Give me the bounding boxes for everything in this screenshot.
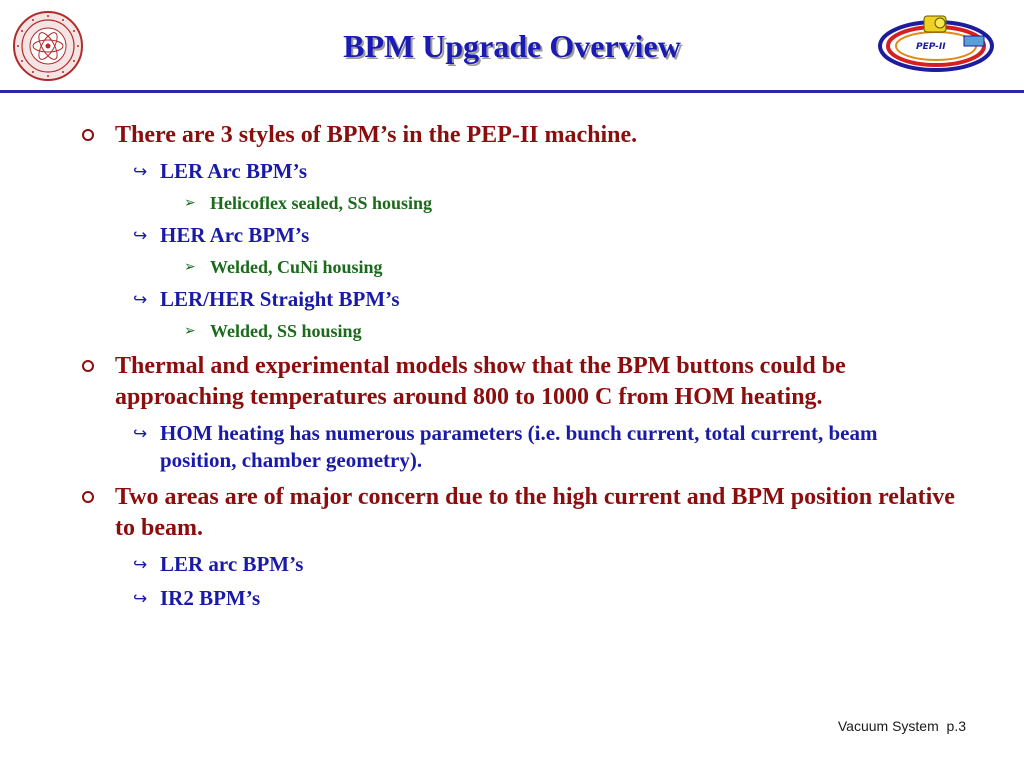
right-hook-arrow-bullet-icon: ↪	[133, 555, 148, 575]
footer-page-number: p.3	[946, 718, 966, 734]
arrowhead-bullet-icon: ➢	[184, 323, 196, 339]
slide-header	[0, 0, 1024, 92]
footer-section: Vacuum System	[837, 718, 939, 734]
pep-ii-logo-text: PEP-II	[916, 42, 946, 52]
bullet-text: LER arc BPM’s	[160, 552, 304, 576]
right-hook-arrow-bullet-icon: ↪	[133, 589, 148, 609]
bullet-text: Welded, SS housing	[210, 321, 362, 341]
bullet-level2	[0, 551, 1024, 578]
bullet-text: Welded, CuNi housing	[210, 257, 383, 277]
bullet-level2	[0, 158, 1024, 185]
right-hook-arrow-bullet-icon: ↪	[133, 226, 148, 246]
slide-title: BPM Upgrade Overview	[343, 28, 681, 64]
bullet-level1	[0, 120, 1024, 151]
bullet-text: HOM heating has numerous parameters (i.e. bunch current, total current, beam position, chamber geometry).	[160, 421, 878, 472]
arrowhead-bullet-icon: ➢	[184, 195, 196, 211]
bullet-level2	[0, 585, 1024, 612]
bullet-level1	[0, 351, 1024, 413]
bullet-text: Helicoflex sealed, SS housing	[210, 193, 433, 213]
arrowhead-bullet-icon: ➢	[184, 259, 196, 275]
bullet-level1	[0, 482, 1024, 544]
right-hook-arrow-bullet-icon: ↪	[133, 290, 148, 310]
slide-content	[0, 112, 1024, 612]
bullet-text: Two areas are of major concern due to the high current and BPM position relative to beam.	[115, 484, 955, 541]
bullet-text: LER Arc BPM’s	[160, 159, 307, 183]
right-hook-arrow-bullet-icon: ↪	[133, 162, 148, 182]
bullet-text: Thermal and experimental models show that the BPM buttons could be approaching temperatures around 800 to 1000 C from HOM heating.	[115, 353, 846, 410]
pep-ii-ring-logo	[874, 10, 1000, 78]
right-hook-arrow-bullet-icon: ↪	[133, 424, 148, 444]
bullet-level2	[0, 286, 1024, 313]
bullet-level2	[0, 420, 1024, 474]
title-rule	[0, 90, 1024, 93]
bullet-level3	[0, 319, 1024, 343]
hollow-circle-bullet-icon	[82, 491, 94, 503]
bullet-text: IR2 BPM’s	[160, 586, 261, 610]
bullet-level2	[0, 222, 1024, 249]
bullet-text: LER/HER Straight BPM’s	[160, 287, 400, 311]
slide-footer	[838, 718, 966, 734]
bullet-text: HER Arc BPM’s	[160, 223, 310, 247]
bullet-level3	[0, 191, 1024, 215]
hollow-circle-bullet-icon	[82, 129, 94, 141]
bullet-level3	[0, 255, 1024, 279]
hollow-circle-bullet-icon	[82, 360, 94, 372]
bullet-text: There are 3 styles of BPM’s in the PEP-II machine.	[115, 122, 638, 148]
